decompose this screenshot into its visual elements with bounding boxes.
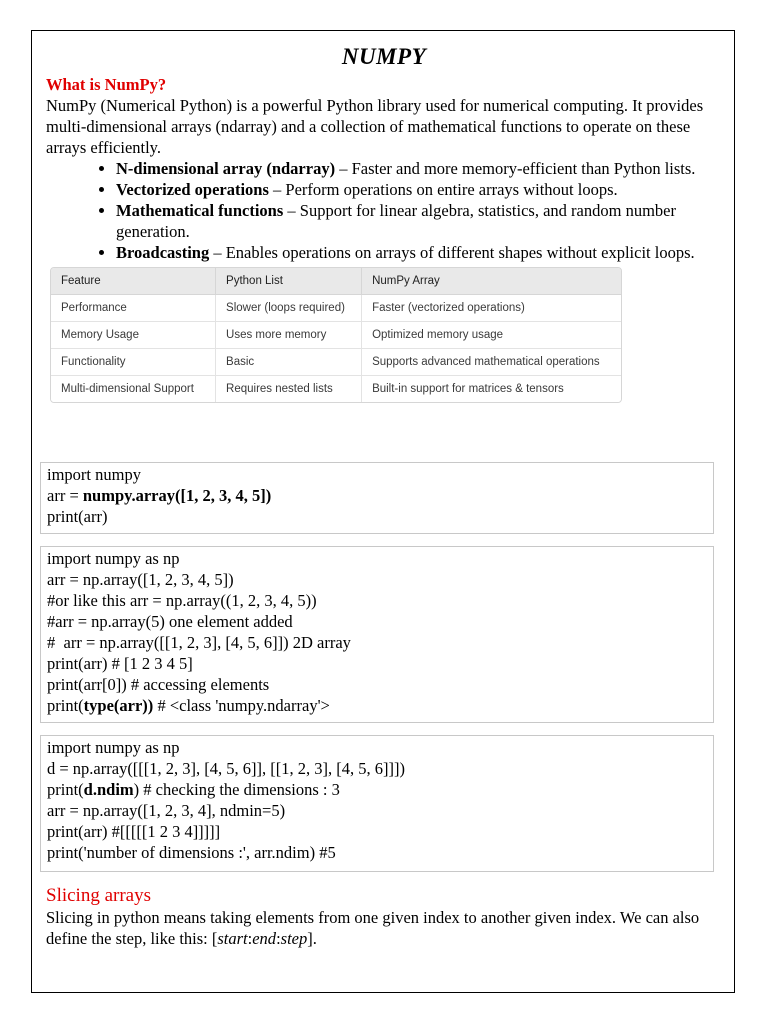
code-line: import numpy: [47, 465, 141, 484]
table-cell: Memory Usage: [51, 322, 216, 349]
code-bold-text: d.ndim: [83, 780, 134, 799]
table-cell: Built-in support for matrices & tensors: [362, 376, 621, 402]
code-text: print(: [47, 696, 84, 715]
list-item: [116, 158, 722, 179]
comparison-table: [50, 267, 622, 403]
table-header-row: [51, 268, 621, 295]
slicing-section: [46, 885, 722, 949]
feature-term: Broadcasting: [116, 243, 210, 262]
code-bold-text: numpy.array([1, 2, 3, 4, 5]): [82, 486, 272, 505]
list-item: [116, 179, 722, 200]
code-line: [47, 485, 713, 506]
code-line: d = np.array([[[1, 2, 3], [4, 5, 6]], [[1, 2, 3], [4, 5, 6]]]): [47, 759, 405, 778]
list-item: [116, 242, 722, 263]
what-is-numpy-heading: What is NumPy?: [46, 75, 167, 94]
table-cell: Basic: [216, 349, 362, 376]
code-line: print(arr) #[[[[[1 2 3 4]]]]]: [47, 822, 221, 841]
intro-paragraph: NumPy (Numerical Python) is a powerful Python library used for numerical computing. It provides multi-dimensional arrays (ndarray) and a collection of mathematical functions to operate on these arrays efficiently.: [46, 96, 704, 157]
code-line: arr = np.array([1, 2, 3, 4], ndmin=5): [47, 801, 286, 820]
code-text: print(: [47, 780, 84, 799]
code-line: #or like this arr = np.array((1, 2, 3, 4, 5)): [47, 591, 317, 610]
code-line: [47, 779, 713, 800]
code-line: print(arr): [47, 507, 108, 526]
code-line: print(arr[0]) # accessing elements: [47, 675, 270, 694]
code-line: #arr = np.array(5) one element added: [47, 612, 293, 631]
feature-list: [46, 158, 722, 263]
table-row: [51, 322, 621, 349]
feature-term: Vectorized operations: [116, 180, 269, 199]
slicing-separator: :: [247, 929, 253, 948]
feature-term: Mathematical functions: [116, 201, 284, 220]
feature-term: N-dimensional array (ndarray): [116, 159, 336, 178]
code-block-dimensions: [40, 735, 714, 872]
table-cell: Performance: [51, 295, 216, 322]
table-cell: Uses more memory: [216, 322, 362, 349]
code-line: print(arr) # [1 2 3 4 5]: [47, 654, 193, 673]
column-header: NumPy Array: [362, 268, 621, 295]
slicing-separator: :: [276, 929, 281, 948]
code-text: # <class 'numpy.ndarray'>: [153, 696, 330, 715]
feature-desc: – Support for linear algebra, statistics, and random number generation.: [116, 201, 676, 241]
table-cell: Supports advanced mathematical operations: [362, 349, 621, 376]
table-cell: Slower (loops required): [216, 295, 362, 322]
table-cell: Requires nested lists: [216, 376, 362, 402]
code-line: import numpy as np: [47, 738, 180, 757]
intro-section: [46, 42, 722, 403]
feature-desc: – Perform operations on entire arrays without loops.: [268, 180, 618, 199]
table-cell: Multi-dimensional Support: [51, 376, 216, 402]
code-line: import numpy as np: [47, 549, 180, 568]
column-header: Feature: [51, 268, 216, 295]
code-bold-text: type(arr)): [83, 696, 154, 715]
table-cell: Optimized memory usage: [362, 322, 621, 349]
page-title: NUMPY: [341, 44, 427, 69]
feature-desc: – Enables operations on arrays of different shapes without explicit loops.: [209, 243, 695, 262]
feature-desc: – Faster and more memory-efficient than Python lists.: [335, 159, 696, 178]
table-row: [51, 349, 621, 376]
code-text: ) # checking the dimensions : 3: [133, 780, 340, 799]
slicing-start: start: [217, 929, 248, 948]
code-line: # arr = np.array([[1, 2, 3], [4, 5, 6]]) 2D array: [47, 633, 351, 652]
table-row: [51, 376, 621, 402]
code-line: arr = np.array([1, 2, 3, 4, 5]): [47, 570, 234, 589]
list-item: [116, 200, 722, 242]
table-row: [51, 295, 621, 322]
code-block-import-numpy: [40, 462, 714, 534]
slicing-heading: Slicing arrays: [46, 885, 152, 906]
column-header: Python List: [216, 268, 362, 295]
code-line: [47, 695, 713, 716]
table-cell: Faster (vectorized operations): [362, 295, 621, 322]
slicing-text: Slicing in python means taking elements from one given index to another given index. We can also define the step, like this: [: [46, 908, 700, 948]
code-line: print('number of dimensions :', arr.ndim) #5: [47, 843, 336, 862]
code-text: arr =: [47, 486, 83, 505]
slicing-end: end: [252, 929, 277, 948]
table-cell: Functionality: [51, 349, 216, 376]
slicing-paragraph: [46, 907, 722, 949]
code-block-array-creation: [40, 546, 714, 723]
slicing-step: step: [280, 929, 308, 948]
slicing-text-end: ].: [307, 929, 317, 948]
